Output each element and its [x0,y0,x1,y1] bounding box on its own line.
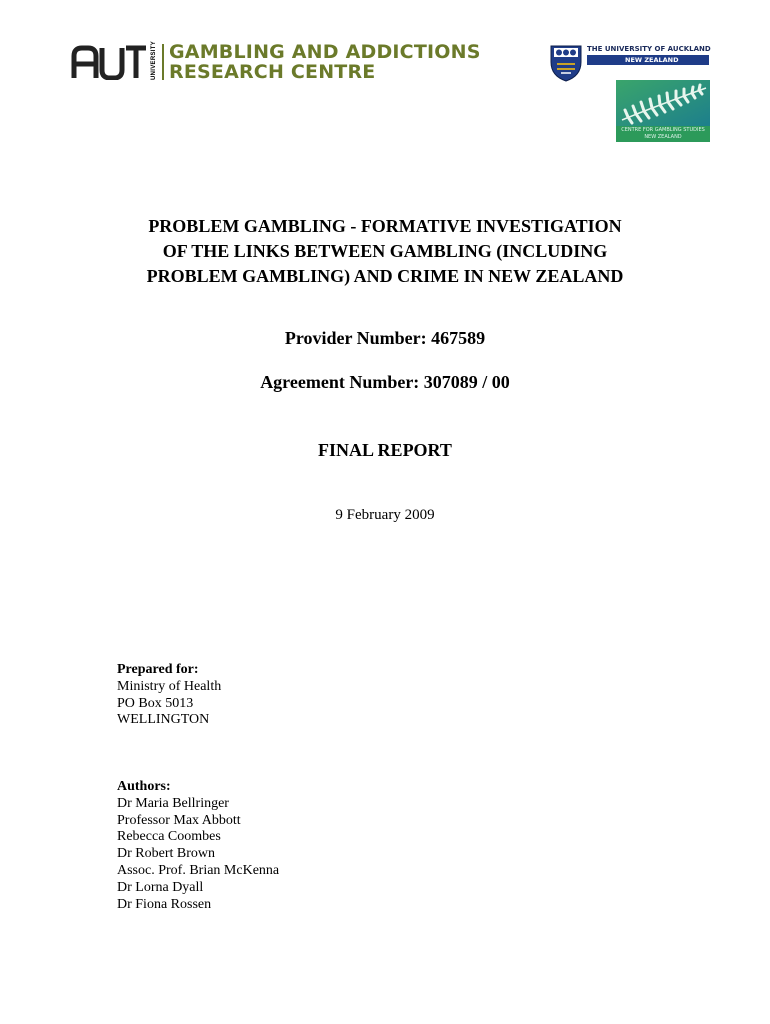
author-name: Rebecca Coombes [117,829,221,845]
author-name: Dr Robert Brown [117,846,215,862]
prepared-for-line: WELLINGTON [117,712,210,728]
aut-logo-mark [70,44,148,80]
report-date: 9 February 2009 [335,507,435,523]
cgs-label-line2: NEW ZEALAND [644,134,682,140]
provider-number: Provider Number: 467589 [284,328,486,348]
cgs-label-line1: CENTRE FOR GAMBLING STUDIES [621,127,705,133]
report-title [60,214,710,289]
author-name: Dr Fiona Rossen [117,896,212,912]
report-type: FINAL REPORT [318,440,452,460]
uoa-subtitle: NEW ZEALAND [587,55,709,65]
author-name: Dr Maria Bellringer [117,795,229,811]
author-name: Professor Max Abbott [117,812,241,828]
aut-centre-line1: GAMBLING AND ADDICTIONS [169,41,481,63]
fern-icon [616,80,710,126]
aut-centre-line2: RESEARCH CENTRE [169,61,376,83]
report-title-line: PROBLEM GAMBLING - FORMATIVE INVESTIGATION [148,216,622,236]
aut-divider [162,44,164,80]
report-title-line: PROBLEM GAMBLING) AND CRIME IN NEW ZEALAND [146,266,624,286]
uoa-crest-icon [549,42,583,82]
aut-centre-name [169,42,481,82]
university-of-auckland-logo [549,42,709,84]
author-name: Assoc. Prof. Brian McKenna [117,862,280,878]
aut-university-label: UNIVERSITY [151,40,157,80]
prepared-for-line: Ministry of Health [117,678,222,694]
agreement-number: Agreement Number: 307089 / 00 [260,372,510,392]
prepared-for-heading: Prepared for: [117,662,199,677]
prepared-for-section [117,662,221,729]
author-name: Dr Lorna Dyall [117,879,204,895]
authors-heading: Authors: [117,779,171,794]
aut-gambling-centre-logo [70,42,490,82]
centre-for-gambling-studies-logo [616,80,710,142]
cgs-label [616,126,710,142]
report-title-line: OF THE LINKS BETWEEN GAMBLING (INCLUDING [162,241,608,261]
authors-section [117,779,279,913]
uoa-title: THE UNIVERSITY OF AUCKLAND [587,45,711,53]
prepared-for-line: PO Box 5013 [117,695,194,711]
